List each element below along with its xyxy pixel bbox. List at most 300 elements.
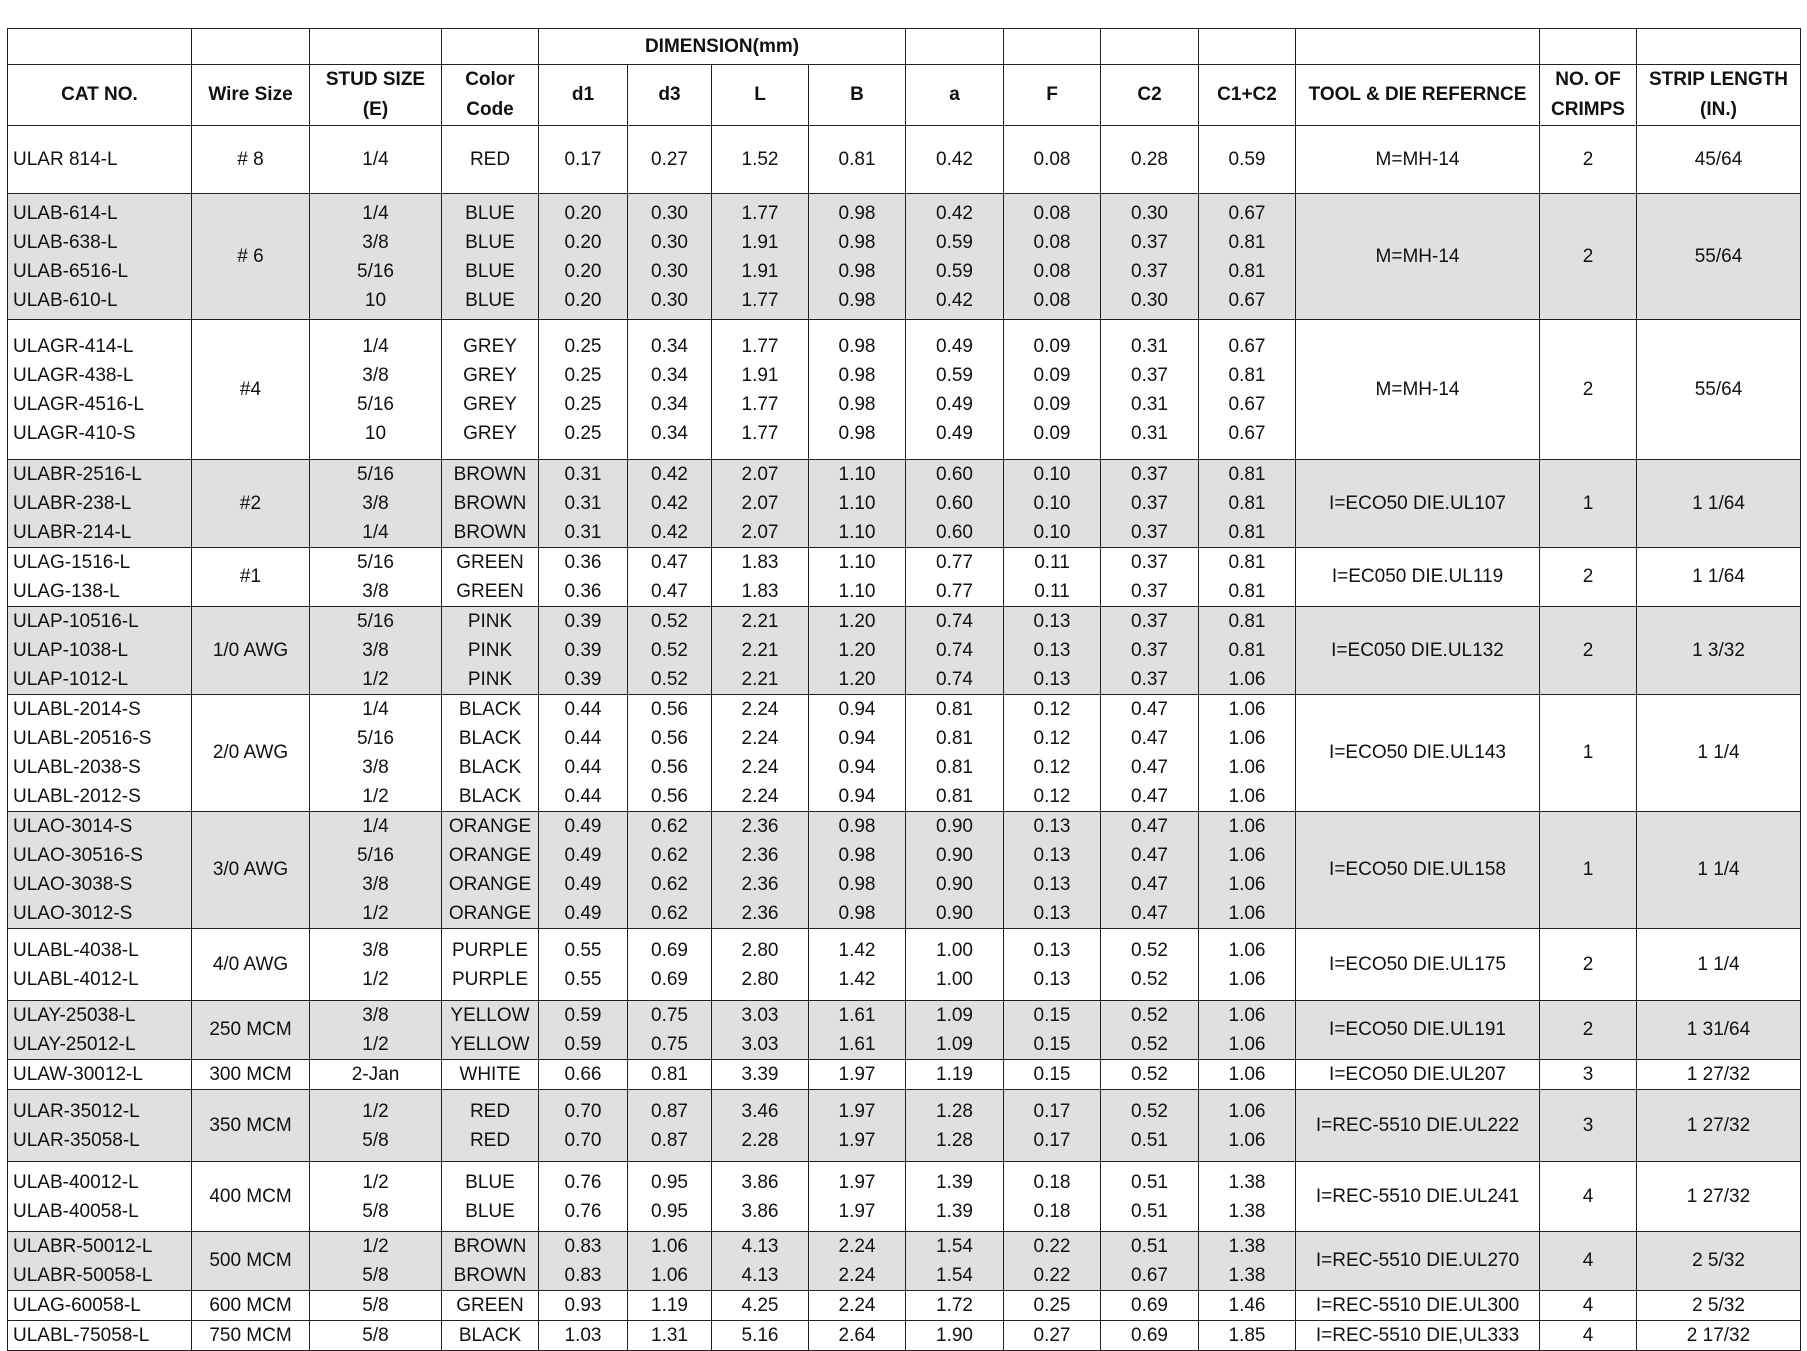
l-value: 3.03 [741,1005,779,1026]
stud-size-value: 5/16 [357,728,394,749]
f-value: 0.13 [1033,816,1071,837]
c2-value: 0.47 [1131,874,1168,895]
d1-value: 0.70 [564,1100,602,1122]
cat-no-value: ULAG-60058-L [13,1295,141,1316]
l-value: 3.46 [741,1100,779,1122]
a-value: 0.81 [936,728,973,749]
color-code-value: GREY [463,335,517,357]
color-code-cell [442,194,539,320]
f-value: 0.09 [1033,364,1071,386]
d1-value: 0.20 [564,202,602,224]
d3-value: 1.06 [651,1236,688,1257]
a-value: 0.81 [936,699,973,720]
cat-no-value: ULAO-30516-S [13,845,143,866]
strip-length-cell: 1 1/64 [1637,460,1801,548]
a-value: 1.00 [936,939,973,961]
b-cell [809,1060,906,1090]
c1-c2-cell [1199,695,1296,812]
b-value: 0.98 [838,393,876,415]
a-cell [906,460,1004,548]
a-value: 1.54 [936,1265,973,1286]
blank-header-cell [1296,29,1540,65]
color-code-cell [442,812,539,929]
stud-size-value: 3/8 [362,874,389,895]
d3-cell [628,1162,712,1232]
tool-die-cell: I=REC-5510 DIE.UL270 [1296,1232,1540,1291]
table-row [8,460,1801,548]
color-code-value: GREEN [456,581,524,602]
stud-size-value: 1/2 [362,1100,389,1122]
color-code-value: ORANGE [448,874,532,895]
b-cell [809,929,906,1001]
table-body [8,126,1801,1351]
d3-value: 0.30 [651,202,688,224]
color-code-value: BROWN [453,1265,527,1286]
d1-cell [539,812,628,929]
c2-value: 0.30 [1131,289,1168,311]
cat-no-cell [8,695,192,812]
stud-size-value: 3/8 [362,757,389,778]
a-value: 0.42 [936,289,973,311]
f-cell [1004,812,1101,929]
b-value: 2.24 [838,1295,876,1316]
f-value: 0.13 [1033,874,1071,895]
c1-c2-value: 1.06 [1228,669,1266,690]
l-value: 2.28 [741,1129,779,1151]
a-value: 0.74 [936,640,973,661]
cat-no-value: ULAR-35058-L [13,1129,140,1151]
d1-value: 0.44 [564,786,602,807]
c2-cell [1101,929,1199,1001]
crimps-cell: 4 [1540,1232,1637,1291]
cat-no-value: ULAW-30012-L [13,1064,143,1085]
stud-size-value: 1/2 [362,669,389,690]
stud-size-cell [310,1090,442,1162]
stud-size-value: 1/4 [362,699,389,720]
stud-size-value: 5/16 [357,845,394,866]
d1-cell [539,194,628,320]
b-cell [809,1162,906,1232]
b-cell [809,1321,906,1351]
header-wire-size: Wire Size [192,65,310,126]
d3-value: 0.81 [651,1064,688,1085]
d3-value: 0.69 [651,939,688,961]
d3-cell [628,320,712,460]
d1-cell [539,126,628,194]
f-value: 0.11 [1034,581,1070,602]
d1-cell [539,1162,628,1232]
strip-length-cell: 1 27/32 [1637,1090,1801,1162]
b-cell [809,812,906,929]
c1-c2-value: 0.67 [1228,422,1266,444]
blank-header-cell [192,29,310,65]
c2-value: 0.69 [1131,1325,1168,1346]
d3-value: 0.34 [651,364,688,386]
color-code-value: BLUE [465,260,515,282]
f-cell [1004,548,1101,607]
l-value: 2.36 [741,845,779,866]
tool-die-cell: I=EC050 DIE.UL119 [1296,548,1540,607]
c1-c2-value: 1.06 [1228,874,1266,895]
cat-no-value: ULABL-20516-S [13,728,152,749]
l-cell [712,1162,809,1232]
d1-cell [539,1060,628,1090]
d1-value: 0.20 [564,289,602,311]
a-value: 1.09 [936,1034,973,1055]
blank-header-cell [310,29,442,65]
strip-length-cell: 2 5/32 [1637,1291,1801,1321]
c2-value: 0.37 [1131,464,1168,485]
c1-c2-cell [1199,320,1296,460]
f-cell [1004,1232,1101,1291]
d3-value: 0.42 [651,522,688,543]
cat-no-value: ULABL-75058-L [13,1325,150,1346]
cat-no-value: ULAG-1516-L [13,552,131,573]
color-code-value: GREY [463,422,517,444]
c1-c2-value: 0.81 [1228,231,1266,253]
cat-no-value: ULAP-1038-L [13,640,129,661]
l-value: 2.21 [741,669,779,690]
cat-no-cell [8,1321,192,1351]
d3-value: 0.62 [651,874,688,895]
stud-size-value: 3/8 [362,364,389,386]
a-value: 0.90 [936,845,973,866]
a-cell [906,1321,1004,1351]
d3-value: 0.62 [651,816,688,837]
c2-value: 0.37 [1131,231,1168,253]
color-code-cell [442,929,539,1001]
b-value: 0.98 [838,816,876,837]
c1-c2-value: 0.81 [1228,611,1266,632]
a-value: 0.90 [936,874,973,895]
f-value: 0.13 [1033,903,1071,924]
d1-value: 0.25 [564,364,602,386]
d3-value: 0.52 [651,669,688,690]
header-l: L [712,65,809,126]
cat-no-cell [8,548,192,607]
l-value: 1.77 [741,202,779,224]
f-value: 0.11 [1034,552,1070,573]
c2-cell [1101,460,1199,548]
strip-length-cell: 1 1/4 [1637,812,1801,929]
f-value: 0.12 [1033,699,1071,720]
f-value: 0.13 [1033,640,1071,661]
d3-value: 1.31 [651,1325,688,1346]
stud-size-value: 3/8 [362,581,389,602]
c1-c2-value: 0.81 [1228,522,1266,543]
l-value: 2.24 [741,728,779,749]
d1-value: 0.25 [564,335,602,357]
l-value: 2.24 [741,786,779,807]
stud-size-cell [310,1060,442,1090]
a-value: 0.90 [936,903,973,924]
b-cell [809,1291,906,1321]
l-value: 1.91 [741,231,779,253]
l-value: 2.36 [741,903,779,924]
tool-die-cell: I=REC-5510 DIE.UL300 [1296,1291,1540,1321]
cat-no-value: ULAO-3014-S [13,816,133,837]
c1-c2-value: 0.81 [1228,464,1266,485]
a-value: 0.74 [936,611,973,632]
c2-cell [1101,126,1199,194]
b-value: 0.94 [838,757,876,778]
table-row [8,1291,1801,1321]
table-row [8,929,1801,1001]
stud-size-value: 1/4 [362,522,389,543]
d3-value: 0.30 [651,289,688,311]
crimps-cell: 1 [1540,460,1637,548]
c2-cell [1101,1060,1199,1090]
d1-value: 0.31 [564,464,602,485]
b-cell [809,126,906,194]
d3-value: 0.47 [651,552,688,573]
color-code-cell [442,1060,539,1090]
l-cell [712,194,809,320]
b-cell [809,1001,906,1060]
c2-value: 0.37 [1131,522,1168,543]
table-row [8,1321,1801,1351]
c1-c2-cell [1199,1232,1296,1291]
color-code-value: PINK [467,640,513,661]
l-cell [712,812,809,929]
stud-size-value: 1/2 [362,968,389,990]
c2-value: 0.52 [1131,1034,1168,1055]
a-value: 1.39 [936,1200,973,1222]
f-value: 0.12 [1033,757,1071,778]
crimps-cell: 4 [1540,1291,1637,1321]
b-value: 1.61 [838,1005,876,1026]
l-value: 1.91 [741,364,779,386]
wire-size-cell: 750 MCM [192,1321,310,1351]
wire-size-cell: 500 MCM [192,1232,310,1291]
c1-c2-cell [1199,929,1296,1001]
color-code-value: PURPLE [451,968,529,990]
c1-c2-cell [1199,1291,1296,1321]
f-cell [1004,1060,1101,1090]
d1-value: 0.44 [564,699,602,720]
l-cell [712,1321,809,1351]
d3-value: 0.62 [651,845,688,866]
b-cell [809,695,906,812]
stud-size-cell [310,1291,442,1321]
f-cell [1004,1001,1101,1060]
f-value: 0.10 [1033,493,1071,514]
f-cell [1004,1090,1101,1162]
d3-value: 0.52 [651,611,688,632]
cat-no-value: ULAB-6516-L [13,260,129,282]
crimps-cell: 2 [1540,194,1637,320]
color-code-cell [442,607,539,695]
f-value: 0.15 [1033,1034,1071,1055]
color-code-cell [442,1001,539,1060]
color-code-cell [442,1321,539,1351]
b-cell [809,607,906,695]
b-value: 0.94 [838,728,876,749]
table-row [8,320,1801,460]
terminal-spec-table [7,28,1801,1351]
c1-c2-cell [1199,1321,1296,1351]
l-cell [712,1232,809,1291]
stud-size-value: 3/8 [362,493,389,514]
d3-cell [628,607,712,695]
f-value: 0.13 [1033,968,1071,990]
cat-no-value: ULAY-25038-L [13,1005,136,1026]
l-value: 1.83 [741,581,779,602]
blank-header-cell [442,29,539,65]
header-b: B [809,65,906,126]
c2-value: 0.47 [1131,816,1168,837]
b-value: 2.64 [838,1325,876,1346]
crimps-cell: 3 [1540,1060,1637,1090]
b-value: 1.20 [838,611,876,632]
f-cell [1004,460,1101,548]
b-value: 0.98 [838,364,876,386]
b-value: 1.97 [838,1100,876,1122]
a-value: 0.42 [936,202,973,224]
a-value: 0.77 [936,552,973,573]
cat-no-value: ULABL-4038-L [13,939,139,961]
tool-die-cell: I=REC-5510 DIE.UL222 [1296,1090,1540,1162]
c2-value: 0.47 [1131,757,1168,778]
d1-value: 1.03 [564,1325,602,1346]
cat-no-value: ULAP-1012-L [13,669,129,690]
strip-length-cell: 55/64 [1637,320,1801,460]
wire-size-cell: 600 MCM [192,1291,310,1321]
b-cell [809,1232,906,1291]
color-code-value: BLUE [465,1171,515,1193]
f-cell [1004,1321,1101,1351]
d1-value: 0.39 [564,669,602,690]
b-value: 1.97 [838,1200,876,1222]
d3-value: 0.56 [651,757,688,778]
l-value: 2.24 [741,757,779,778]
header-c2: C2 [1101,65,1199,126]
d3-value: 0.47 [651,581,688,602]
d1-value: 0.20 [564,231,602,253]
c1-c2-value: 1.06 [1228,1100,1266,1122]
d1-cell [539,695,628,812]
b-value: 1.10 [838,522,876,543]
crimps-cell: 3 [1540,1090,1637,1162]
c1-c2-value: 0.81 [1228,364,1266,386]
l-value: 3.39 [741,1064,779,1085]
l-value: 2.36 [741,874,779,895]
color-code-value: BLUE [465,202,515,224]
stud-size-value: 3/8 [362,231,389,253]
f-value: 0.13 [1033,845,1071,866]
cat-no-cell [8,320,192,460]
c1-c2-cell [1199,607,1296,695]
c1-c2-value: 0.67 [1228,335,1266,357]
color-code-value: BLUE [465,289,515,311]
b-value: 1.10 [838,581,876,602]
wire-size-cell: #1 [192,548,310,607]
a-cell [906,126,1004,194]
l-cell [712,460,809,548]
crimps-cell: 2 [1540,1001,1637,1060]
stud-size-value: 1/2 [362,786,389,807]
a-value: 1.28 [936,1129,973,1151]
stud-size-value: 1/4 [362,816,389,837]
stud-size-value: 1/2 [362,903,389,924]
color-code-value: PINK [467,611,513,632]
l-value: 4.13 [741,1236,779,1257]
c1-c2-value: 1.06 [1228,903,1266,924]
b-value: 0.98 [838,903,876,924]
d3-value: 0.34 [651,335,688,357]
color-code-value: BLUE [465,231,515,253]
wire-size-cell: 300 MCM [192,1060,310,1090]
c1-c2-value: 1.06 [1228,1034,1266,1055]
cat-no-value: ULAO-3012-S [13,903,133,924]
color-code-value: BLACK [458,728,522,749]
cat-no-value: ULAGR-410-S [13,422,136,444]
l-value: 2.80 [741,968,779,990]
f-value: 0.08 [1033,260,1071,282]
a-cell [906,1232,1004,1291]
d3-value: 1.19 [651,1295,688,1316]
f-value: 0.08 [1033,231,1071,253]
a-value: 0.49 [936,422,973,444]
table-row [8,607,1801,695]
d1-value: 0.70 [564,1129,602,1151]
cat-no-value: ULAB-614-L [13,202,118,224]
a-value: 0.90 [936,816,973,837]
d3-cell [628,460,712,548]
d3-value: 0.27 [651,149,688,170]
c2-value: 0.30 [1131,202,1168,224]
d1-cell [539,548,628,607]
tool-die-cell: I=ECO50 DIE.UL191 [1296,1001,1540,1060]
l-value: 2.36 [741,816,779,837]
c2-cell [1101,548,1199,607]
c1-c2-cell [1199,194,1296,320]
b-value: 1.20 [838,640,876,661]
blank-header-cell [1540,29,1637,65]
c2-value: 0.37 [1131,581,1168,602]
c2-value: 0.47 [1131,786,1168,807]
l-value: 1.52 [741,149,779,170]
d1-value: 0.59 [564,1034,602,1055]
wire-size-cell: 350 MCM [192,1090,310,1162]
d1-cell [539,1291,628,1321]
d3-value: 0.87 [651,1129,688,1151]
c2-value: 0.47 [1131,699,1168,720]
stud-size-value: 5/16 [357,464,394,485]
stud-size-value: 10 [364,422,387,444]
cat-no-cell [8,929,192,1001]
a-cell [906,194,1004,320]
f-value: 0.10 [1033,464,1071,485]
f-cell [1004,695,1101,812]
a-cell [906,929,1004,1001]
c1-c2-value: 1.06 [1228,968,1266,990]
d1-value: 0.31 [564,493,602,514]
d3-value: 0.87 [651,1100,688,1122]
c2-value: 0.69 [1131,1295,1168,1316]
tool-die-cell: I=ECO50 DIE.UL143 [1296,695,1540,812]
b-value: 1.97 [838,1129,876,1151]
strip-length-cell: 2 17/32 [1637,1321,1801,1351]
wire-size-cell: 1/0 AWG [192,607,310,695]
cat-no-value: ULAB-610-L [13,289,118,311]
a-value: 0.60 [936,464,973,485]
a-cell [906,1060,1004,1090]
c2-cell [1101,695,1199,812]
a-value: 0.81 [936,757,973,778]
tool-die-cell: M=MH-14 [1296,126,1540,194]
f-value: 0.12 [1033,786,1071,807]
